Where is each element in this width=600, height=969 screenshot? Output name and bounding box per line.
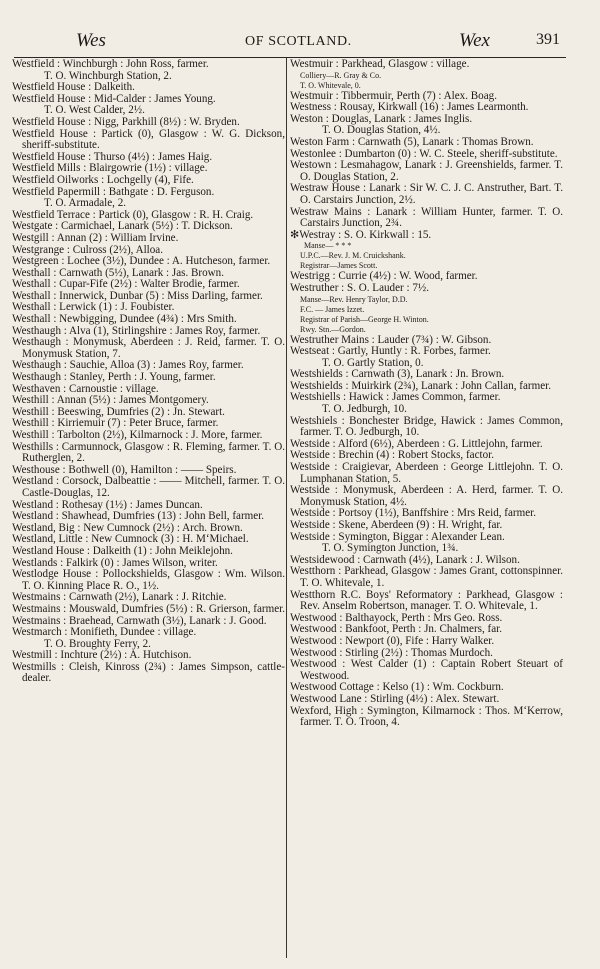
entry-text: Westraw Mains : Lanark : William Hunter, farmer. T. O. Carstairs Junction, 2¾.: [290, 205, 563, 230]
entry-telegraph-office: T. O. Armadale, 2.: [44, 197, 127, 210]
entry-text: Westmuir : Tibbermuir, Perth (7) : Alex. Boag.: [290, 89, 497, 102]
right-column: [290, 59, 563, 729]
entry-text: Westwood : West Calder (1) : Captain Robert Steuart of Westwood.: [290, 658, 563, 682]
gazetteer-entry: [290, 706, 563, 729]
entry-text: Westside : Portsoy (1½), Banffshire : Mrs Reid, farmer.: [290, 507, 537, 520]
page-header: [14, 28, 560, 52]
gazetteer-entry: [290, 207, 563, 230]
entry-text: Westmains : Braehead, Carnwath (3½), Lanark : J. Good.: [12, 614, 267, 627]
entry-text: Westhaven : Carnoustie : village.: [12, 382, 159, 395]
entry-text: Westfield Oilworks : Lochgelly (4), Fife.: [12, 173, 194, 186]
gazetteer-entry: [290, 183, 563, 206]
entry-text: Westside : Symington, Biggar : Alexander Lean.: [290, 530, 505, 543]
entry-detail-line: Rwy. Stn.—Gordon.: [300, 324, 366, 334]
gazetteer-entry: [290, 485, 563, 508]
entry-detail-line: Registrar of Parish—George H. Winton.: [300, 314, 429, 324]
entry-text: Weston : Douglas, Lanark : James Inglis.: [290, 112, 473, 125]
entry-detail-line: Colliery—R. Gray & Co.: [300, 70, 382, 80]
entry-text: Westsidewood : Carnwath (4½), Lanark : J. Wilson.: [290, 553, 520, 566]
entry-telegraph-office: T. O. Winchburgh Station, 2.: [44, 69, 172, 82]
entry-text: Westwood : Balthayock, Perth : Mrs Geo. Ross.: [290, 611, 503, 624]
gazetteer-entry: [290, 659, 563, 682]
entry-text: Westside : Monymusk, Aberdeen : A. Herd, farmer. T. O. Monymusk Station, 4½.: [290, 484, 563, 508]
entry-text: Westmuir : Parkhead, Glasgow : village.: [290, 58, 470, 70]
gazetteer-entry: [290, 160, 563, 183]
entry-text: Westthorn R.C. Boys' Reformatory : Parkhead, Glasgow : Rev. Anselm Robertson, manager. T. O. Whitevale, 1.: [290, 588, 563, 613]
entry-text: Westwood : Stirling (2½) : Thomas Murdoch.: [290, 646, 493, 659]
entry-text: Westgate : Carmichael, Lanark (5½) : T. Dickson.: [12, 220, 233, 233]
running-head-left: Wes: [76, 30, 106, 51]
entry-text: Westland, Big : New Cumnock (2½) : Arch. Brown.: [12, 521, 243, 534]
entry-text: Westland : Shawhead, Dumfries (13) : John Bell, farmer.: [12, 510, 265, 523]
entry-text: Westfield House : Nigg, Parkhill (8½) : W. Bryden.: [12, 115, 240, 128]
entry-telegraph-office: T. O. Symington Junction, 1¾.: [322, 542, 459, 555]
entry-text: Westruther Mains : Lauder (7¾) : W. Gibson.: [290, 333, 492, 346]
entry-telegraph-office: T. O. Douglas Station, 4½.: [322, 124, 441, 137]
entry-text: Westhall : Carnwath (5½), Lanark : Jas. Brown.: [12, 266, 224, 279]
entry-text: Westland House : Dalkeith (1) : John Meiklejohn.: [12, 544, 233, 557]
gazetteer-entry: [12, 569, 285, 592]
entry-text: Westraw House : Lanark : Sir W. C. J. C. Anstruther, Bart. T. O. Carstairs Junction, 2½.: [290, 182, 563, 206]
gazetteer-entry: [12, 662, 285, 685]
running-head-title: OF SCOTLAND.: [245, 34, 352, 49]
entry-text: Westruther : S. O. Lauder : 7½.: [290, 281, 429, 294]
entry-detail-line: U.P.C.—Rev. J. M. Cruickshank.: [300, 251, 406, 261]
entry-text: Westness : Rousay, Kirkwall (16) : James Learmonth.: [290, 101, 529, 114]
gazetteer-entry: [12, 337, 285, 360]
entry-text: Westland, Little : New Cumnock (3) : H. M‘Michael.: [12, 533, 249, 546]
entry-text: Westhill : Kirriemuir (7) : Peter Bruce, farmer.: [12, 417, 219, 430]
entry-text: Westhaugh : Monymusk, Aberdeen : J. Reid, farmer. T. O. Monymusk Station, 7.: [12, 336, 285, 360]
entry-text: Westhaugh : Sauchie, Alloa (3) : James Roy, farmer.: [12, 359, 244, 372]
entry-text: Westhall : Lerwick (1) : J. Foubister.: [12, 301, 175, 314]
entry-text: Westwood : Bankfoot, Perth : Jn. Chalmers, far.: [290, 623, 503, 636]
entry-telegraph-office: T. O. Broughty Ferry, 2.: [44, 637, 151, 650]
entry-text: Westhaugh : Alva (1), Stirlingshire : James Roy, farmer.: [12, 324, 261, 337]
gazetteer-entry: [12, 94, 285, 117]
entry-text: Westshields : Muirkirk (2¾), Lanark : John Callan, farmer.: [290, 379, 551, 392]
entry-text: Westhill : Annan (5½) : James Montgomery.: [12, 394, 209, 407]
gazetteer-entry: [290, 532, 563, 555]
gazetteer-entry: [12, 442, 285, 465]
entry-text: Wexford, High : Symington, Kilmarnock : Thos. M‘Kerrow, farmer. T. O. Troon, 4.: [290, 704, 563, 729]
entry-text: Westrigg : Currie (4½) : W. Wood, farmer.: [290, 270, 478, 283]
entry-text: Westside : Skene, Aberdeen (9) : H. Wright, far.: [290, 519, 503, 531]
gazetteer-entry: [12, 129, 285, 152]
entry-text: Westfield : Winchburgh : John Ross, farmer.: [12, 58, 209, 70]
entry-text: Westgreen : Lochee (3½), Dundee : A. Hutcheson, farmer.: [12, 255, 271, 268]
entry-text: Westwood Cottage : Kelso (1) : Wm. Cockburn.: [290, 681, 504, 694]
gazetteer-entry: [290, 346, 563, 369]
entry-text: Westfield Papermill : Bathgate : D. Ferguson.: [12, 185, 215, 198]
entry-text: Westhaugh : Stanley, Perth : J. Young, farmer.: [12, 371, 216, 384]
entry-text: Westmill : Inchture (2½) : A. Hutchison.: [12, 649, 192, 662]
gazetteer-entry: [290, 114, 563, 137]
entry-telegraph-office: T. O. West Calder, 2½.: [44, 104, 145, 117]
gazetteer-entry: [290, 416, 563, 439]
entry-text: Westhall : Newbigging, Dundee (4¾) : Mrs Smith.: [12, 313, 237, 326]
entry-text: Westwood : Newport (0), Fife : Harry Walker.: [290, 634, 495, 647]
entry-text: Westfield House : Thurso (4½) : James Haig.: [12, 150, 213, 163]
entry-text: Westonlee : Dumbarton (0) : W. C. Steele, sheriff-substitute.: [290, 147, 558, 160]
entry-text: Westlodge House : Pollockshields, Glasgow : Wm. Wilson. T. O. Kinning Place R. O., 1½.: [12, 568, 285, 592]
gazetteer-entry: [12, 187, 285, 210]
entry-text: Westfield Terrace : Partick (0), Glasgow : R. H. Craig.: [12, 208, 254, 221]
entry-detail-line: Manse—Rev. Henry Taylor, D.D.: [300, 294, 408, 304]
gazetteer-entry: [290, 230, 563, 272]
gazetteer-entry: [290, 462, 563, 485]
page-number: 391: [536, 31, 560, 48]
gazetteer-entry: [290, 59, 563, 91]
entry-text: Westside : Craigievar, Aberdeen : George Littlejohn. T. O. Lumphanan Station, 5.: [290, 461, 563, 485]
entry-text: Westfield House : Mid-Calder : James Young.: [12, 92, 216, 105]
gazetteer-entry: [290, 566, 563, 589]
entry-text: Westmarch : Monifieth, Dundee : village.: [12, 626, 197, 639]
gazetteer-entry: [12, 476, 285, 499]
entry-telegraph-office: T. O. Gartly Station, 0.: [322, 356, 424, 369]
entry-detail-line: Manse— * * *: [304, 241, 352, 251]
gazetteer-entry: [290, 283, 563, 335]
entry-text: Westhill : Tarbolton (2½), Kilmarnock : J. More, farmer.: [12, 429, 263, 441]
entry-text: Westown : Lesmahagow, Lanark : J. Greenshields, farmer. T. O. Douglas Station, 2.: [290, 159, 563, 183]
entry-text: Westhill : Beeswing, Dumfries (2) : Jn. Stewart.: [12, 405, 225, 418]
entry-detail-line: F.C. — James Izzet.: [300, 304, 365, 314]
entry-text: Westmains : Mouswald, Dumfries (5½) : R. Grierson, farmer.: [12, 602, 286, 615]
entry-text: Westshiells : Hawick : James Common, farmer.: [290, 391, 501, 404]
gazetteer-entry: [12, 627, 285, 650]
entry-text: Westshiels : Bonchester Bridge, Hawick : James Common, farmer. T. O. Jedburgh, 10.: [290, 414, 563, 439]
entry-text: Weston Farm : Carnwath (5), Lanark : Thomas Brown.: [290, 135, 534, 148]
gazetteer-entry: [290, 392, 563, 415]
entry-text: Westfield House : Partick (0), Glasgow : W. G. Dickson, sheriff-substitute.: [12, 127, 285, 152]
running-head-right: Wex: [459, 30, 490, 51]
left-column: [12, 59, 285, 685]
entry-detail-line: T. O. Whitevale, 0.: [300, 80, 361, 90]
entry-telegraph-office: T. O. Jedburgh, 10.: [322, 403, 407, 416]
entry-text: Westmains : Carnwath (2½), Lanark : J. Ritchie.: [12, 591, 227, 604]
entry-text: Westfield House : Dalkeith.: [12, 81, 135, 94]
column-divider: [286, 58, 287, 958]
entry-text: Westshields : Carnwath (3), Lanark : Jn. Brown.: [290, 368, 505, 381]
entry-detail-line: Registrar—James Scott.: [300, 261, 378, 271]
gazetteer-entry: [12, 59, 285, 82]
entry-text: Westhall : Innerwick, Dunbar (5) : Miss Darling, farmer.: [12, 289, 263, 302]
entry-text: Westlands : Falkirk (0) : James Wilson, writer.: [12, 556, 218, 569]
entry-text: Westfield Mills : Blairgowrie (1½) : village.: [12, 162, 208, 175]
entry-text: Westside : Brechin (4) : Robert Stocks, factor.: [290, 449, 494, 462]
entry-text: Westhall : Cupar-Fife (2½) : Walter Brodie, farmer.: [12, 278, 240, 291]
gazetteer-entry: [290, 590, 563, 613]
entry-text: Westland : Rothesay (1½) : James Duncan.: [12, 498, 203, 511]
entry-text: Westgill : Annan (2) : William Irvine.: [12, 231, 179, 244]
entry-text: Westhills : Carmunnock, Glasgow : R. Fleming, farmer. T. O. Rutherglen, 2.: [12, 440, 285, 465]
entry-text: Westmills : Cleish, Kinross (2¾) : James Simpson, cattle-dealer.: [12, 660, 285, 685]
entry-text: Westland : Corsock, Dalbeattie : —— Mitchell, farmer. T. O. Castle-Douglas, 12.: [12, 475, 285, 499]
entry-text: ✻Westray : S. O. Kirkwall : 15.: [290, 228, 432, 241]
entry-text: Westwood Lane : Stirling (4½) : Alex. Stewart.: [290, 692, 500, 705]
entry-text: Westgrange : Culross (2½), Alloa.: [12, 243, 164, 256]
entry-text: Westseat : Gartly, Huntly : R. Forbes, farmer.: [290, 345, 491, 358]
entry-text: Westthorn : Parkhead, Glasgow : James Grant, cottonspinner. T. O. Whitevale, 1.: [290, 565, 563, 589]
entry-text: Westside : Alford (6½), Aberdeen : G. Littlejohn, farmer.: [290, 437, 543, 450]
entry-text: Westhouse : Bothwell (0), Hamilton : —— Speirs.: [12, 463, 237, 476]
